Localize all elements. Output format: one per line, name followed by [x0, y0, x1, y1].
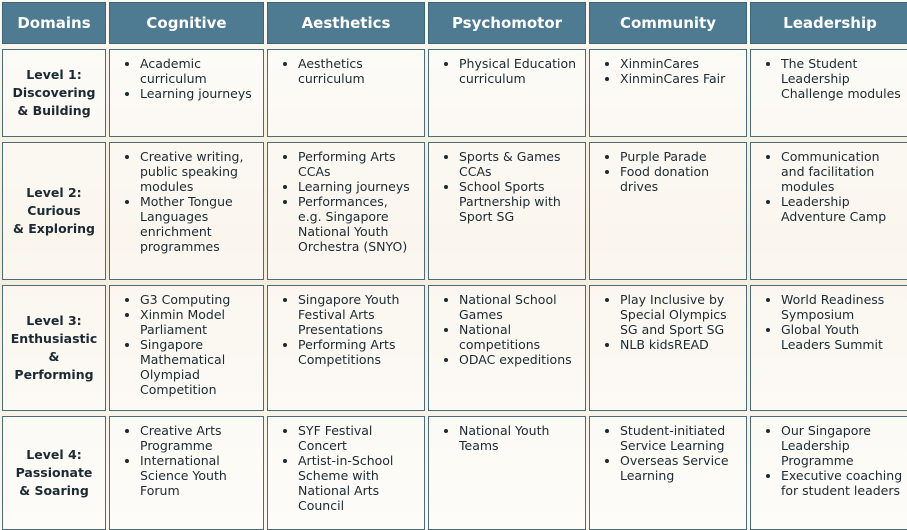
list-item: • Artist-in-School Scheme with National Arts Council: [298, 453, 420, 513]
header-leadership: Leadership: [750, 2, 907, 44]
list-item: • Performing Arts Competitions: [298, 337, 420, 367]
list-item: • Academic curriculum: [140, 56, 259, 86]
cell-l4-community: [589, 416, 747, 530]
cell-l4-psychomotor: [428, 416, 586, 530]
level-1-label: Level 1: Discovering & Building: [2, 49, 106, 137]
list-item: • ODAC expeditions: [459, 352, 581, 367]
cell-l1-aesthetics: [267, 49, 425, 137]
level-4-label: Level 4: Passionate & Soaring: [2, 416, 106, 530]
cell-l4-aesthetics: [267, 416, 425, 530]
list-item: • Executive coaching for student leaders: [781, 468, 905, 498]
header-domains: Domains: [2, 2, 106, 44]
cell-l1-leadership: [750, 49, 907, 137]
list-item: • Performances, e.g. Singapore National Youth Orchestra (SNYO): [298, 194, 420, 254]
list-item: • Creative Arts Programme: [140, 423, 259, 453]
list-item: • Performing Arts CCAs: [298, 149, 420, 179]
list-item: • G3 Computing: [140, 292, 259, 307]
list-item: • World Readiness Symposium: [781, 292, 905, 322]
list-item: • Creative writing, public speaking modules: [140, 149, 259, 194]
cell-l2-leadership: [750, 142, 907, 280]
list-item: • Sports & Games CCAs: [459, 149, 581, 179]
cell-l3-psychomotor: [428, 285, 586, 411]
header-aesthetics: Aesthetics: [267, 2, 425, 44]
list-item: • Communication and facilitation modules: [781, 149, 905, 194]
list-item: • Food donation drives: [620, 164, 742, 194]
cell-l2-aesthetics: [267, 142, 425, 280]
list-item: • National School Games: [459, 292, 581, 322]
list-item: • Aesthetics curriculum: [298, 56, 420, 86]
cell-l2-community: [589, 142, 747, 280]
cell-l3-cognitive: [109, 285, 264, 411]
list-item: • SYF Festival Concert: [298, 423, 420, 453]
header-community: Community: [589, 2, 747, 44]
header-psychomotor: Psychomotor: [428, 2, 586, 44]
list-item: • Singapore Youth Festival Arts Presentations: [298, 292, 420, 337]
list-item: • Leadership Adventure Camp: [781, 194, 905, 224]
list-item: • Learning journeys: [298, 179, 420, 194]
cell-l2-cognitive: [109, 142, 264, 280]
list-item: • Overseas Service Learning: [620, 453, 742, 483]
list-item: • Global Youth Leaders Summit: [781, 322, 905, 352]
cell-l1-cognitive: [109, 49, 264, 137]
cell-l3-leadership: [750, 285, 907, 411]
list-item: • Our Singapore Leadership Programme: [781, 423, 905, 468]
cell-l1-community: [589, 49, 747, 137]
list-item: • NLB kidsREAD: [620, 337, 742, 352]
list-item: • Singapore Mathematical Olympiad Competition: [140, 337, 259, 397]
list-item: • Xinmin Model Parliament: [140, 307, 259, 337]
list-item: • Purple Parade: [620, 149, 742, 164]
cell-l4-leadership: [750, 416, 907, 530]
level-2-label: Level 2: Curious & Exploring: [2, 142, 106, 280]
list-item: • International Science Youth Forum: [140, 453, 259, 498]
list-item: • The Student Leadership Challenge modules: [781, 56, 905, 101]
list-item: • National Youth Teams: [459, 423, 581, 453]
list-item: • Play Inclusive by Special Olympics SG and Sport SG: [620, 292, 742, 337]
cell-l4-cognitive: [109, 416, 264, 530]
cell-l1-psychomotor: [428, 49, 586, 137]
list-item: • National competitions: [459, 322, 581, 352]
cell-l2-psychomotor: [428, 142, 586, 280]
list-item: • School Sports Partnership with Sport SG: [459, 179, 581, 224]
header-cognitive: Cognitive: [109, 2, 264, 44]
list-item: • Mother Tongue Languages enrichment programmes: [140, 194, 259, 254]
list-item: • Physical Education curriculum: [459, 56, 581, 86]
cell-l3-community: [589, 285, 747, 411]
cell-l3-aesthetics: [267, 285, 425, 411]
list-item: • Learning journeys: [140, 86, 259, 101]
list-item: • XinminCares Fair: [620, 71, 742, 86]
level-3-label: Level 3: Enthusiastic & Performing: [2, 285, 106, 411]
list-item: • XinminCares: [620, 56, 742, 71]
list-item: • Student-initiated Service Learning: [620, 423, 742, 453]
